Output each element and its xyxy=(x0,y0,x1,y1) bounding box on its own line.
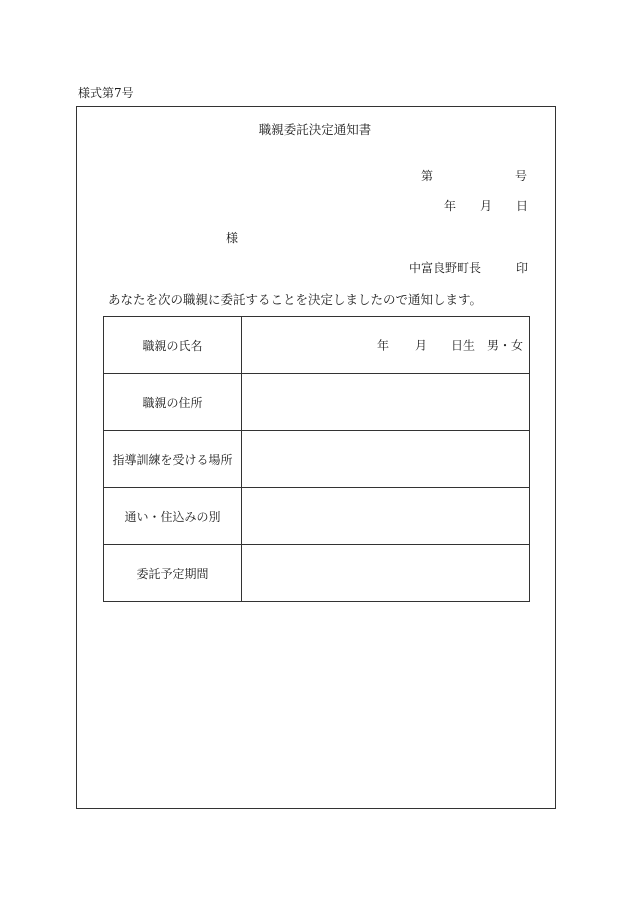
birth-gender-group xyxy=(377,317,523,373)
birth-day: 日生 xyxy=(451,338,476,353)
training-place-value-cell xyxy=(242,431,530,488)
address-value-cell xyxy=(242,374,530,431)
table-row xyxy=(104,317,530,374)
gender-options: 男・女 xyxy=(486,338,523,353)
info-table xyxy=(103,316,530,602)
table-row xyxy=(104,374,530,431)
document-number-row xyxy=(421,167,527,183)
row-label-name: 職親の氏名 xyxy=(104,317,242,374)
birth-year: 年 xyxy=(377,338,390,353)
number-suffix: 号 xyxy=(514,169,527,183)
addressee-suffix: 様 xyxy=(226,231,239,245)
row-label-training-place: 指導訓練を受ける場所 xyxy=(104,431,242,488)
table-row xyxy=(104,488,530,545)
table-row xyxy=(104,545,530,602)
name-value-cell xyxy=(242,317,530,374)
form-number: 様式第7号 xyxy=(78,86,134,100)
row-label-commute-type: 通い・住込みの別 xyxy=(104,488,242,545)
seal-mark: 印 xyxy=(515,261,528,275)
number-prefix: 第 xyxy=(421,169,434,183)
date-year: 年 xyxy=(444,199,457,213)
row-label-address: 職親の住所 xyxy=(104,374,242,431)
document-title: 職親委託決定通知書 xyxy=(258,122,372,137)
issuer-row xyxy=(409,259,528,275)
table-row xyxy=(104,431,530,488)
issuer-name: 中富良野町長 xyxy=(409,261,482,275)
date-row xyxy=(444,197,528,213)
birth-month: 月 xyxy=(415,338,428,353)
period-value-cell xyxy=(242,545,530,602)
row-label-period: 委託予定期間 xyxy=(104,545,242,602)
commute-type-value-cell xyxy=(242,488,530,545)
date-month: 月 xyxy=(480,199,493,213)
body-text: あなたを次の職親に委託することを決定しましたので通知します。 xyxy=(108,292,483,307)
date-day: 日 xyxy=(515,199,528,213)
